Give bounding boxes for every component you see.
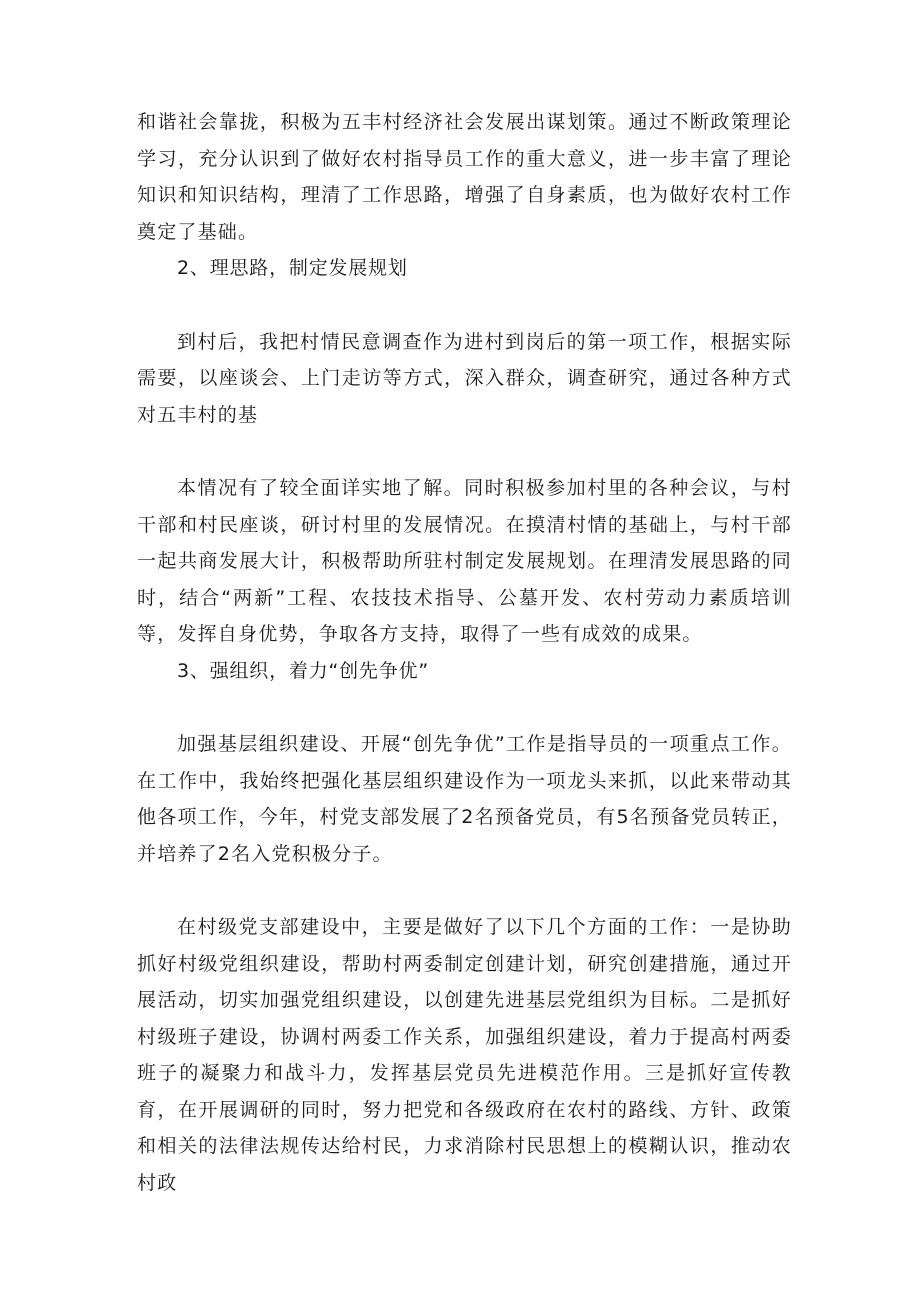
paragraph-1: 和谐社会靠拢，积极为五丰村经济社会发展出谋划策。通过不断政策理论学习，充分认识到了做好农村指导员工作的重大意义，进一步丰富了理论知识和知识结构，理清了工作思路，增强了自身素质，也为做好农村工作奠定了基础。 <box>137 111 792 243</box>
document-page <box>137 104 792 1201</box>
section-heading-3: 3、强组织，着力“创先争优” <box>177 659 429 682</box>
paragraph-3: 本情况有了较全面详实地了解。同时积极参加村里的各种会议，与村干部和村民座谈，研讨村里的发展情况。在摸清村情的基础上，与村干部一起共商发展大计，积极帮助所驻村制定发展规划。在理清发展思路的同时，结合“两新”工程、农技技术指导、公墓开发、农村劳动力素质培训等，发挥自身优势，争取各方支持，取得了一些有成效的成果。 <box>137 477 792 645</box>
paragraph-5: 在村级党支部建设中，主要是做好了以下几个方面的工作：一是协助抓好村级党组织建设，帮助村两委制定创建计划，研究创建措施，通过开展活动，切实加强党组织建设，以创建先进基层党组织为目标。二是抓好村级班子建设，协调村两委工作关系，加强组织建设，着力于提高村两委班子的凝聚力和战斗力，发挥基层党员先进模范作用。三是抓好宣传教育，在开展调研的同时，努力把党和各级政府在农村的路线、方针、政策和相关的法律法规传达给村民，力求消除村民思想上的模糊认识，推动农村政 <box>137 916 792 1194</box>
section-heading-2: 2、理思路，制定发展规划 <box>177 257 408 279</box>
paragraph-2: 到村后，我把村情民意调查作为进村到岗后的第一项工作，根据实际需要，以座谈会、上门走访等方式，深入群众，调查研究，通过各种方式对五丰村的基 <box>137 330 792 426</box>
paragraph-4: 加强基层组织建设、开展“创先争优”工作是指导员的一项重点工作。在工作中，我始终把强化基层组织建设作为一项龙头来抓，以此来带动其他各项工作，今年，村党支部发展了2名预备党员，有5名预备党员转正，并培养了2名入党积极分子。 <box>137 733 792 865</box>
